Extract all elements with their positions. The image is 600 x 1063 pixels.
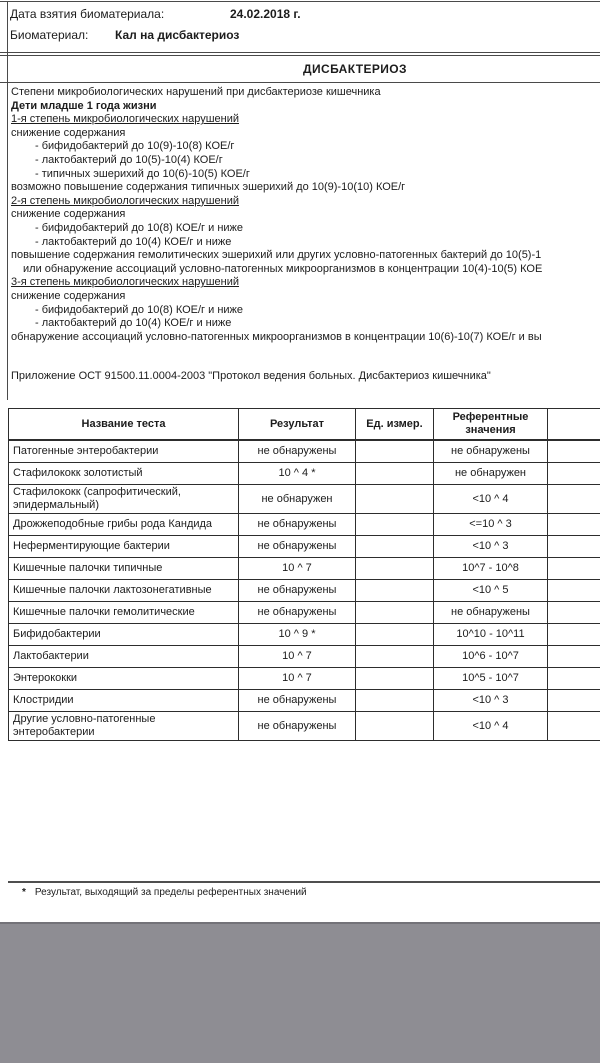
column-header-unit: Ед. измер.: [356, 409, 434, 441]
cell-unit: [356, 580, 434, 602]
section-title-box: [0, 55, 600, 83]
report-text-line: 2-я степень микробиологических нарушений: [11, 194, 240, 207]
cell-reference: <10 ^ 3: [434, 690, 548, 712]
table-row: [9, 536, 600, 558]
report-text-line: снижение содержания: [11, 208, 126, 221]
cell-reference: <10 ^ 4: [434, 712, 548, 741]
column-header-result: Результат: [239, 409, 356, 441]
cell-reference: 10^5 - 10^7: [434, 668, 548, 690]
cell-result: не обнаружены: [239, 514, 356, 536]
report-text-line: Степени микробиологических нарушений при дисбактериозе кишечника: [11, 86, 381, 98]
section-title: ДИСБАКТЕРИОЗ: [303, 62, 407, 76]
cell-extra: [548, 624, 600, 646]
cell-extra: [548, 646, 600, 668]
cell-result: не обнаружены: [239, 440, 356, 463]
cell-reference: <10 ^ 3: [434, 536, 548, 558]
cell-extra: [548, 712, 600, 741]
cell-reference: 10^6 - 10^7: [434, 646, 548, 668]
top-rule: [0, 1, 600, 2]
cell-unit: [356, 646, 434, 668]
collection-date-label: Дата взятия биоматериала:: [10, 7, 165, 21]
footnote-divider: [8, 881, 600, 883]
cell-result: 10 ^ 9 *: [239, 624, 356, 646]
report-text-line: повышение содержания гемолитических эшерихий или других условно-патогенных бактерий до 10(5)-1: [11, 249, 542, 262]
collection-date-row: [10, 4, 301, 25]
column-header-name: Название теста: [9, 409, 239, 441]
report-text-line: снижение содержания: [11, 289, 126, 302]
cell-reference: 10^7 - 10^8: [434, 558, 548, 580]
cell-name: Кишечные палочки типичные: [9, 558, 239, 580]
table-row: [9, 514, 600, 536]
collection-date-value: 24.02.2018 г.: [230, 7, 301, 21]
page-footer-area: [0, 922, 600, 1063]
biomaterial-value: Кал на дисбактериоз: [115, 28, 240, 42]
footnote-text: Результат, выходящий за пределы референтных значений: [34, 887, 307, 898]
cell-unit: [356, 485, 434, 514]
report-text-line: Дети младше 1 года жизни: [11, 99, 157, 112]
biomaterial-row: [10, 25, 301, 46]
report-text-line: или обнаружение ассоциаций условно-патогенных микроорганизмов в концентрации 10(4)-10(5) КОЕ: [23, 262, 543, 275]
table-row: [9, 624, 600, 646]
cell-name: Энтерококки: [9, 668, 239, 690]
report-text-line: - бифидобактерий до 10(8) КОЕ/г и ниже: [35, 303, 244, 316]
cell-result: 10 ^ 7: [239, 668, 356, 690]
table-row: [9, 485, 600, 514]
cell-extra: [548, 602, 600, 624]
table-row: [9, 712, 600, 741]
cell-unit: [356, 602, 434, 624]
cell-name: Стафилококк (сапрофитический, эпидермальный): [9, 485, 239, 514]
cell-result: не обнаружены: [239, 602, 356, 624]
cell-result: 10 ^ 4 *: [239, 463, 356, 485]
cell-result: 10 ^ 7: [239, 646, 356, 668]
cell-name: Клостридии: [9, 690, 239, 712]
report-text-line: - лактобактерий до 10(4) КОЕ/г и ниже: [35, 317, 232, 330]
cell-extra: [548, 690, 600, 712]
cell-unit: [356, 440, 434, 463]
footnote: [22, 887, 307, 898]
cell-extra: [548, 668, 600, 690]
report-text-line: снижение содержания: [11, 126, 126, 139]
cell-result: не обнаружены: [239, 580, 356, 602]
cell-name: Другие условно-патогенные энтеробактерии: [9, 712, 239, 741]
cell-extra: [548, 440, 600, 463]
table-row: [9, 558, 600, 580]
cell-unit: [356, 690, 434, 712]
cell-name: Стафилококк золотистый: [9, 463, 239, 485]
table-row: [9, 440, 600, 463]
cell-unit: [356, 624, 434, 646]
biomaterial-label: Биоматериал:: [10, 28, 89, 42]
cell-unit: [356, 712, 434, 741]
table-row: [9, 690, 600, 712]
cell-reference: не обнаружены: [434, 602, 548, 624]
cell-reference: <10 ^ 5: [434, 580, 548, 602]
table-row: [9, 668, 600, 690]
report-text-line: - типичных эшерихий до 10(6)-10(5) КОЕ/г: [35, 167, 250, 180]
cell-name: Лактобактерии: [9, 646, 239, 668]
cell-name: Кишечные палочки лактозонегативные: [9, 580, 239, 602]
results-table: [8, 408, 600, 741]
cell-reference: <=10 ^ 3: [434, 514, 548, 536]
cell-extra: [548, 485, 600, 514]
report-text-line: - лактобактерий до 10(4) КОЕ/г и ниже: [35, 235, 232, 248]
cell-unit: [356, 463, 434, 485]
cell-extra: [548, 580, 600, 602]
cell-name: Дрожжеподобные грибы рода Кандида: [9, 514, 239, 536]
cell-reference: не обнаружены: [434, 440, 548, 463]
header-divider: [0, 52, 600, 53]
column-header-reference: Референтные значения: [434, 409, 548, 441]
table-row: [9, 463, 600, 485]
cell-unit: [356, 514, 434, 536]
report-text-line: 1-я степень микробиологических нарушений: [11, 113, 240, 126]
cell-extra: [548, 463, 600, 485]
table-row: [9, 580, 600, 602]
cell-name: Кишечные палочки гемолитические: [9, 602, 239, 624]
column-header-extra: [548, 409, 600, 441]
table-header-row: [9, 409, 600, 441]
specimen-info: [10, 4, 301, 46]
table-row: [9, 602, 600, 624]
report-text-line: - бифидобактерий до 10(9)-10(8) КОЕ/г: [35, 140, 235, 153]
cell-extra: [548, 514, 600, 536]
cell-result: 10 ^ 7: [239, 558, 356, 580]
cell-unit: [356, 668, 434, 690]
cell-result: не обнаружены: [239, 712, 356, 741]
cell-reference: не обнаружен: [434, 463, 548, 485]
cell-extra: [548, 558, 600, 580]
report-text-line: - лактобактерий до 10(5)-10(4) КОЕ/г: [35, 153, 223, 166]
cell-unit: [356, 536, 434, 558]
cell-name: Неферментирующие бактерии: [9, 536, 239, 558]
cell-result: не обнаружен: [239, 485, 356, 514]
cell-reference: 10^10 - 10^11: [434, 624, 548, 646]
report-text-line: 3-я степень микробиологических нарушений: [11, 276, 240, 289]
report-description: [9, 86, 600, 384]
table-row: [9, 646, 600, 668]
footnote-marker: *: [22, 887, 26, 898]
report-text-line: [9, 344, 600, 370]
cell-result: не обнаружены: [239, 690, 356, 712]
cell-unit: [356, 558, 434, 580]
cell-result: не обнаружены: [239, 536, 356, 558]
cell-name: Патогенные энтеробактерии: [9, 440, 239, 463]
report-text-line: - бифидобактерий до 10(8) КОЕ/г и ниже: [35, 221, 244, 234]
cell-extra: [548, 536, 600, 558]
report-text-line: обнаружение ассоциаций условно-патогенных микроорганизмов в концентрации 10(6)-10(7) КОЕ/г и вы: [11, 330, 542, 343]
cell-reference: <10 ^ 4: [434, 485, 548, 514]
report-text-line: Приложение ОСТ 91500.11.0004-2003 "Протокол ведения больных. Дисбактериоз кишечника": [11, 370, 491, 383]
report-text-line: возможно повышение содержания типичных эшерихий до 10(9)-10(10) КОЕ/г: [11, 181, 406, 194]
cell-name: Бифидобактерии: [9, 624, 239, 646]
